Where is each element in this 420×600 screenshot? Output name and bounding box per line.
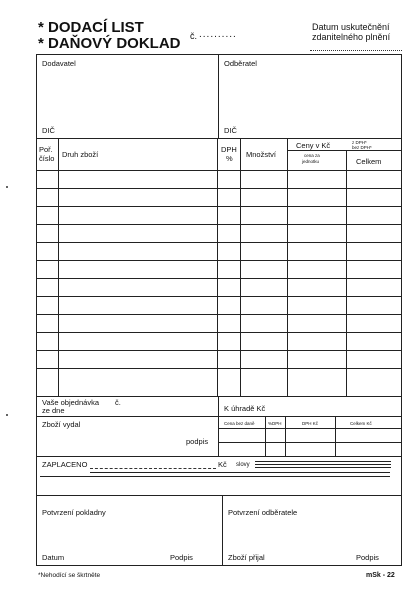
col-vat-note1: z DPH* bbox=[352, 140, 367, 145]
paid-label: ZAPLACENO bbox=[42, 460, 88, 469]
payment-top bbox=[36, 456, 402, 457]
col-goods-header: Druh zboží bbox=[62, 150, 99, 159]
goods-issued-label: Zboží vydal bbox=[42, 420, 81, 429]
due-row bbox=[218, 442, 402, 443]
due-col-sep bbox=[285, 416, 286, 456]
due-title-bottom bbox=[218, 416, 402, 417]
due-col-sep bbox=[265, 416, 266, 456]
table-row bbox=[36, 314, 402, 315]
col-no-header2: číslo bbox=[39, 154, 55, 163]
words-line[interactable] bbox=[40, 476, 390, 477]
document-title-line1: * DODACÍ LIST bbox=[38, 19, 144, 36]
words-line[interactable] bbox=[255, 467, 391, 468]
col-unit-sep bbox=[346, 150, 347, 396]
document-number-label: č. bbox=[190, 31, 198, 41]
order-bottom bbox=[36, 416, 218, 417]
document-number-field[interactable]: .......... bbox=[199, 29, 237, 40]
supplier-dic-label: DIČ bbox=[42, 126, 55, 135]
customer-label: Odběratel bbox=[224, 59, 257, 68]
table-bottom bbox=[36, 396, 402, 397]
order-label-line1: Vaše objednávka bbox=[42, 398, 99, 407]
table-row bbox=[36, 224, 402, 225]
table-row bbox=[36, 242, 402, 243]
table-row bbox=[36, 206, 402, 207]
footer-note: *Nehodící se škrtněte bbox=[38, 572, 101, 579]
due-col1: Cena bez daně bbox=[224, 421, 255, 426]
amount-due-title: K úhradě Kč bbox=[224, 404, 266, 413]
order-due-divider bbox=[218, 396, 219, 456]
issued-signature-label: podpis bbox=[186, 437, 209, 446]
form-code: mSk - 22 bbox=[366, 572, 395, 579]
document-title-line2: * DAŇOVÝ DOKLAD bbox=[38, 35, 181, 52]
date-dotted-line[interactable] bbox=[310, 50, 402, 51]
cashier-signature-label: Podpis bbox=[170, 553, 193, 562]
table-row bbox=[36, 170, 402, 171]
form-frame bbox=[36, 54, 402, 566]
col-qty-sep bbox=[287, 138, 288, 396]
col-vat-header1: DPH bbox=[221, 145, 237, 154]
col-vat-header2: % bbox=[226, 154, 233, 163]
paid-currency: Kč bbox=[218, 460, 227, 469]
col-total-header: Celkem bbox=[356, 157, 382, 166]
cashier-date-label: Datum bbox=[42, 553, 65, 562]
confirm-top bbox=[36, 495, 402, 496]
due-col3: DPH Kč bbox=[302, 421, 319, 426]
parties-bottom bbox=[36, 138, 402, 139]
paid-words-label: slovy bbox=[236, 462, 250, 468]
customer-confirmation-label: Potvrzení odběratele bbox=[228, 508, 298, 517]
col-vat-sep bbox=[240, 138, 241, 396]
cashier-confirmation-label: Potvrzení pokladny bbox=[42, 508, 106, 517]
table-row bbox=[36, 296, 402, 297]
supplier-label: Dodavatel bbox=[42, 59, 76, 68]
words-line[interactable] bbox=[90, 472, 390, 473]
due-col4: Celkem Kč bbox=[350, 421, 372, 426]
words-line[interactable] bbox=[255, 461, 391, 462]
words-line[interactable] bbox=[255, 464, 391, 465]
date-label-line2: zdanitelného plnění bbox=[312, 32, 391, 42]
prices-sub-line bbox=[287, 150, 402, 151]
due-col2: %DPH bbox=[268, 421, 282, 426]
binder-hole bbox=[6, 186, 8, 188]
table-row bbox=[36, 332, 402, 333]
paid-amount-line[interactable] bbox=[90, 468, 216, 469]
goods-received-label: Zboží přijal bbox=[228, 553, 265, 562]
table-row bbox=[36, 188, 402, 189]
customer-dic-label: DIČ bbox=[224, 126, 237, 135]
table-row bbox=[36, 350, 402, 351]
parties-divider bbox=[218, 54, 219, 138]
col-prices-header: Ceny v Kč bbox=[296, 141, 331, 150]
table-row bbox=[36, 278, 402, 279]
col-no-header1: Poř. bbox=[39, 145, 53, 154]
col-goods-sep bbox=[217, 138, 218, 396]
binder-hole bbox=[6, 414, 8, 416]
col-unit-header2: jednotku bbox=[302, 159, 320, 164]
col-no-sep bbox=[58, 138, 59, 396]
col-unit-header1: cena za bbox=[304, 153, 320, 158]
col-qty-header: Množství bbox=[246, 150, 277, 159]
due-col-sep bbox=[335, 416, 336, 456]
customer-signature-label: Podpis bbox=[356, 553, 379, 562]
due-row bbox=[218, 428, 402, 429]
date-label-line1: Datum uskutečnění bbox=[312, 22, 390, 32]
col-vat-note2: bez DPH* bbox=[352, 145, 372, 150]
confirm-divider bbox=[222, 495, 223, 566]
order-number-label: č. bbox=[115, 398, 121, 407]
table-row bbox=[36, 368, 402, 369]
order-label-line2: ze dne bbox=[42, 406, 65, 415]
table-row bbox=[36, 260, 402, 261]
